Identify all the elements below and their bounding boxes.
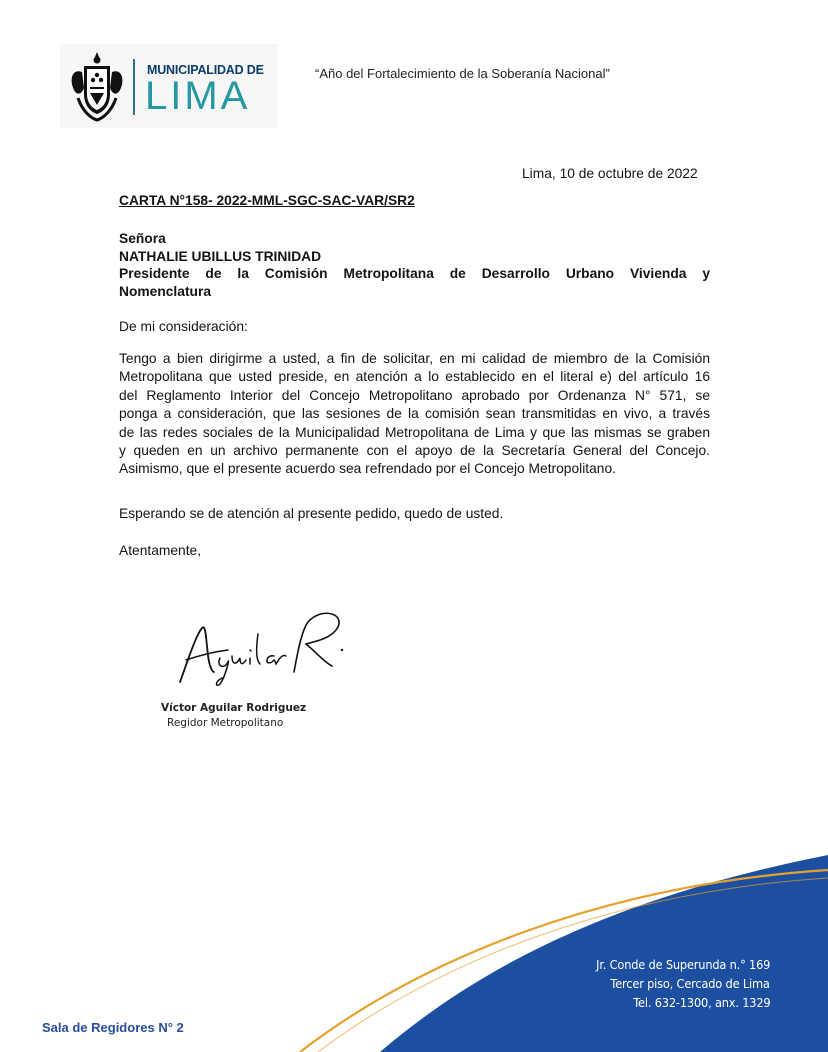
letter-greeting: De mi consideración: bbox=[119, 319, 248, 334]
recipient-name: NATHALIE UBILLUS TRINIDAD bbox=[119, 248, 322, 264]
handwritten-signature bbox=[176, 600, 356, 690]
recipient-salutation: Señora bbox=[119, 231, 166, 246]
body-line: de las redes sociales de la Municipalidad Metropolitana de Lima y que las mismas se graben bbox=[119, 424, 710, 440]
recipient-block bbox=[119, 230, 710, 300]
footer-address-line: Jr. Conde de Superunda n.° 169 bbox=[595, 958, 770, 972]
body-line: Metropolitana que usted preside, en atención a lo establecido en el literal e) del artículo 16 bbox=[119, 369, 710, 385]
letter-reference: CARTA N°158- 2022-MML-SGC-SAC-VAR/SR2 bbox=[119, 193, 415, 208]
office-label: Sala de Regidores N° 2 bbox=[42, 1020, 184, 1035]
lima-coat-of-arms-icon bbox=[68, 50, 126, 122]
logo-top-text: MUNICIPALIDAD DE bbox=[147, 63, 264, 77]
letter-date: Lima, 10 de octubre de 2022 bbox=[522, 166, 698, 181]
letter-body-paragraph bbox=[119, 350, 710, 479]
logo-divider bbox=[133, 59, 135, 115]
letter-valediction: Atentamente, bbox=[119, 543, 202, 558]
body-line: del Reglamento Interior del Concejo Metropolitano aprobado por Ordenanza N° 571, se bbox=[119, 387, 710, 403]
year-motto: “Año del Fortalecimiento de la Soberanía Nacional” bbox=[315, 66, 610, 81]
body-line: ponga a consideración, que las sesiones de la comisión sean transmitidas en vivo, a través bbox=[119, 406, 710, 422]
signatory-role: Regidor Metropolitano bbox=[167, 717, 284, 729]
recipient-title-line: Nomenclatura bbox=[119, 283, 212, 299]
body-line: Tengo a bien dirigirme a usted, a fin de solicitar, en mi calidad de miembro de la Comisión bbox=[119, 351, 710, 366]
body-line: Asimismo, que el presente acuerdo sea refrendado por el Concejo Metropolitano. bbox=[119, 461, 616, 477]
signatory-name: Víctor Aguilar Rodriguez bbox=[161, 702, 307, 714]
body-line: y queden en un archivo permanente con el apoyo de la Secretaría General del Concejo. bbox=[119, 443, 710, 459]
recipient-title-line: Presidente de la Comisión Metropolitana de Desarrollo Urbano Vivienda y bbox=[119, 266, 710, 281]
logo-main-text: LIMA bbox=[145, 74, 251, 118]
letter-closing: Esperando se de atención al presente pedido, quedo de usted. bbox=[119, 506, 504, 521]
municipality-logo bbox=[60, 44, 278, 128]
footer-address-line: Tercer piso, Cercado de Lima bbox=[610, 977, 770, 991]
footer-phone-line: Tel. 632-1300, anx. 1329 bbox=[632, 996, 770, 1010]
